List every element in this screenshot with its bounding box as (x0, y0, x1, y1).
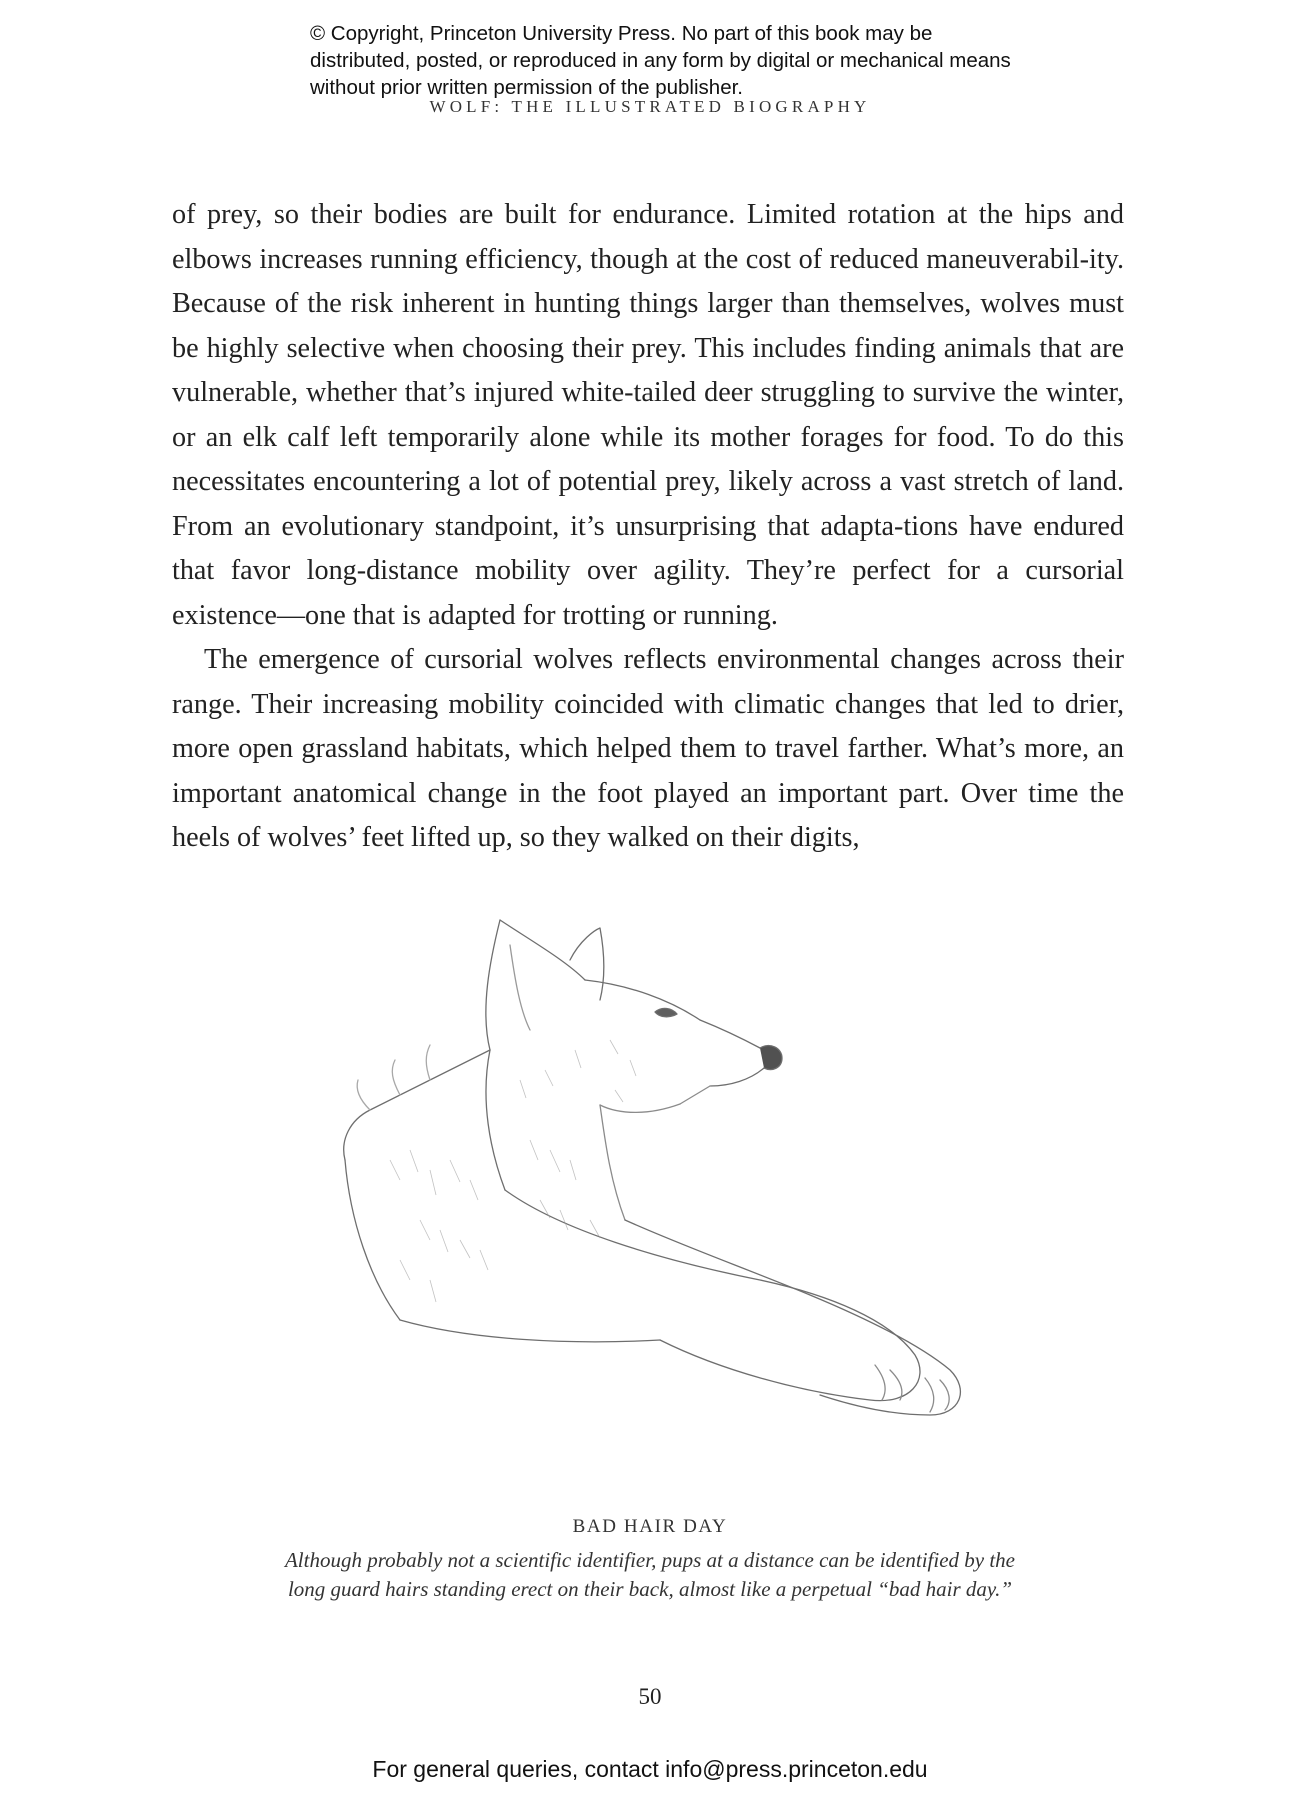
copyright-notice: © Copyright, Princeton University Press. No part of this book may be distributed, posted, or reproduced in any form by digital or mechanical means without prior written permission of the publisher. (310, 22, 1011, 99)
page-number: 50 (638, 1684, 662, 1709)
running-head: WOLF: THE ILLUSTRATED BIOGRAPHY (429, 97, 871, 116)
paragraph: The emergence of cursorial wolves reflects environmental changes across their range. Their increasing mobility coincided with climatic changes that led to drier, more open grassland habitats, which helped them to travel farther. What’s more, an important anatomical change in the foot played an important part. Over time the heels of wolves’ feet lifted up, so they walked on their digits, (172, 644, 1124, 853)
footer-contact: For general queries, contact info@press.princeton.edu (372, 1756, 928, 1782)
wolf-pup-illustration (330, 900, 1050, 1490)
paragraph: of prey, so their bodies are built for endurance. Limited rotation at the hips and elbows increases running efficiency, though at the cost of reduced maneuverabil-ity. Because of the risk inherent in hunting things larger than themselves, wolves must be highly selective when choosing their prey. This includes finding animals that are vulnerable, whether that’s injured white-tailed deer struggling to survive the winter, or an elk calf left temporarily alone while its mother forages for food. To do this necessitates encountering a lot of potential prey, likely across a vast stretch of land. From an evolutionary standpoint, it’s unsurprising that adapta-tions have endured that favor long-distance mobility over agility. They’re perfect for a cursorial existence—one that is adapted for trotting or running. (172, 199, 1124, 631)
figure-caption-title: BAD HAIR DAY (572, 1516, 728, 1537)
figure-caption-text: Although probably not a scientific identifier, pups at a distance can be identified by the long guard hairs standing erect on their back, almost like a perpetual “bad hair day.” (284, 1548, 1016, 1601)
body-text (172, 193, 1124, 861)
